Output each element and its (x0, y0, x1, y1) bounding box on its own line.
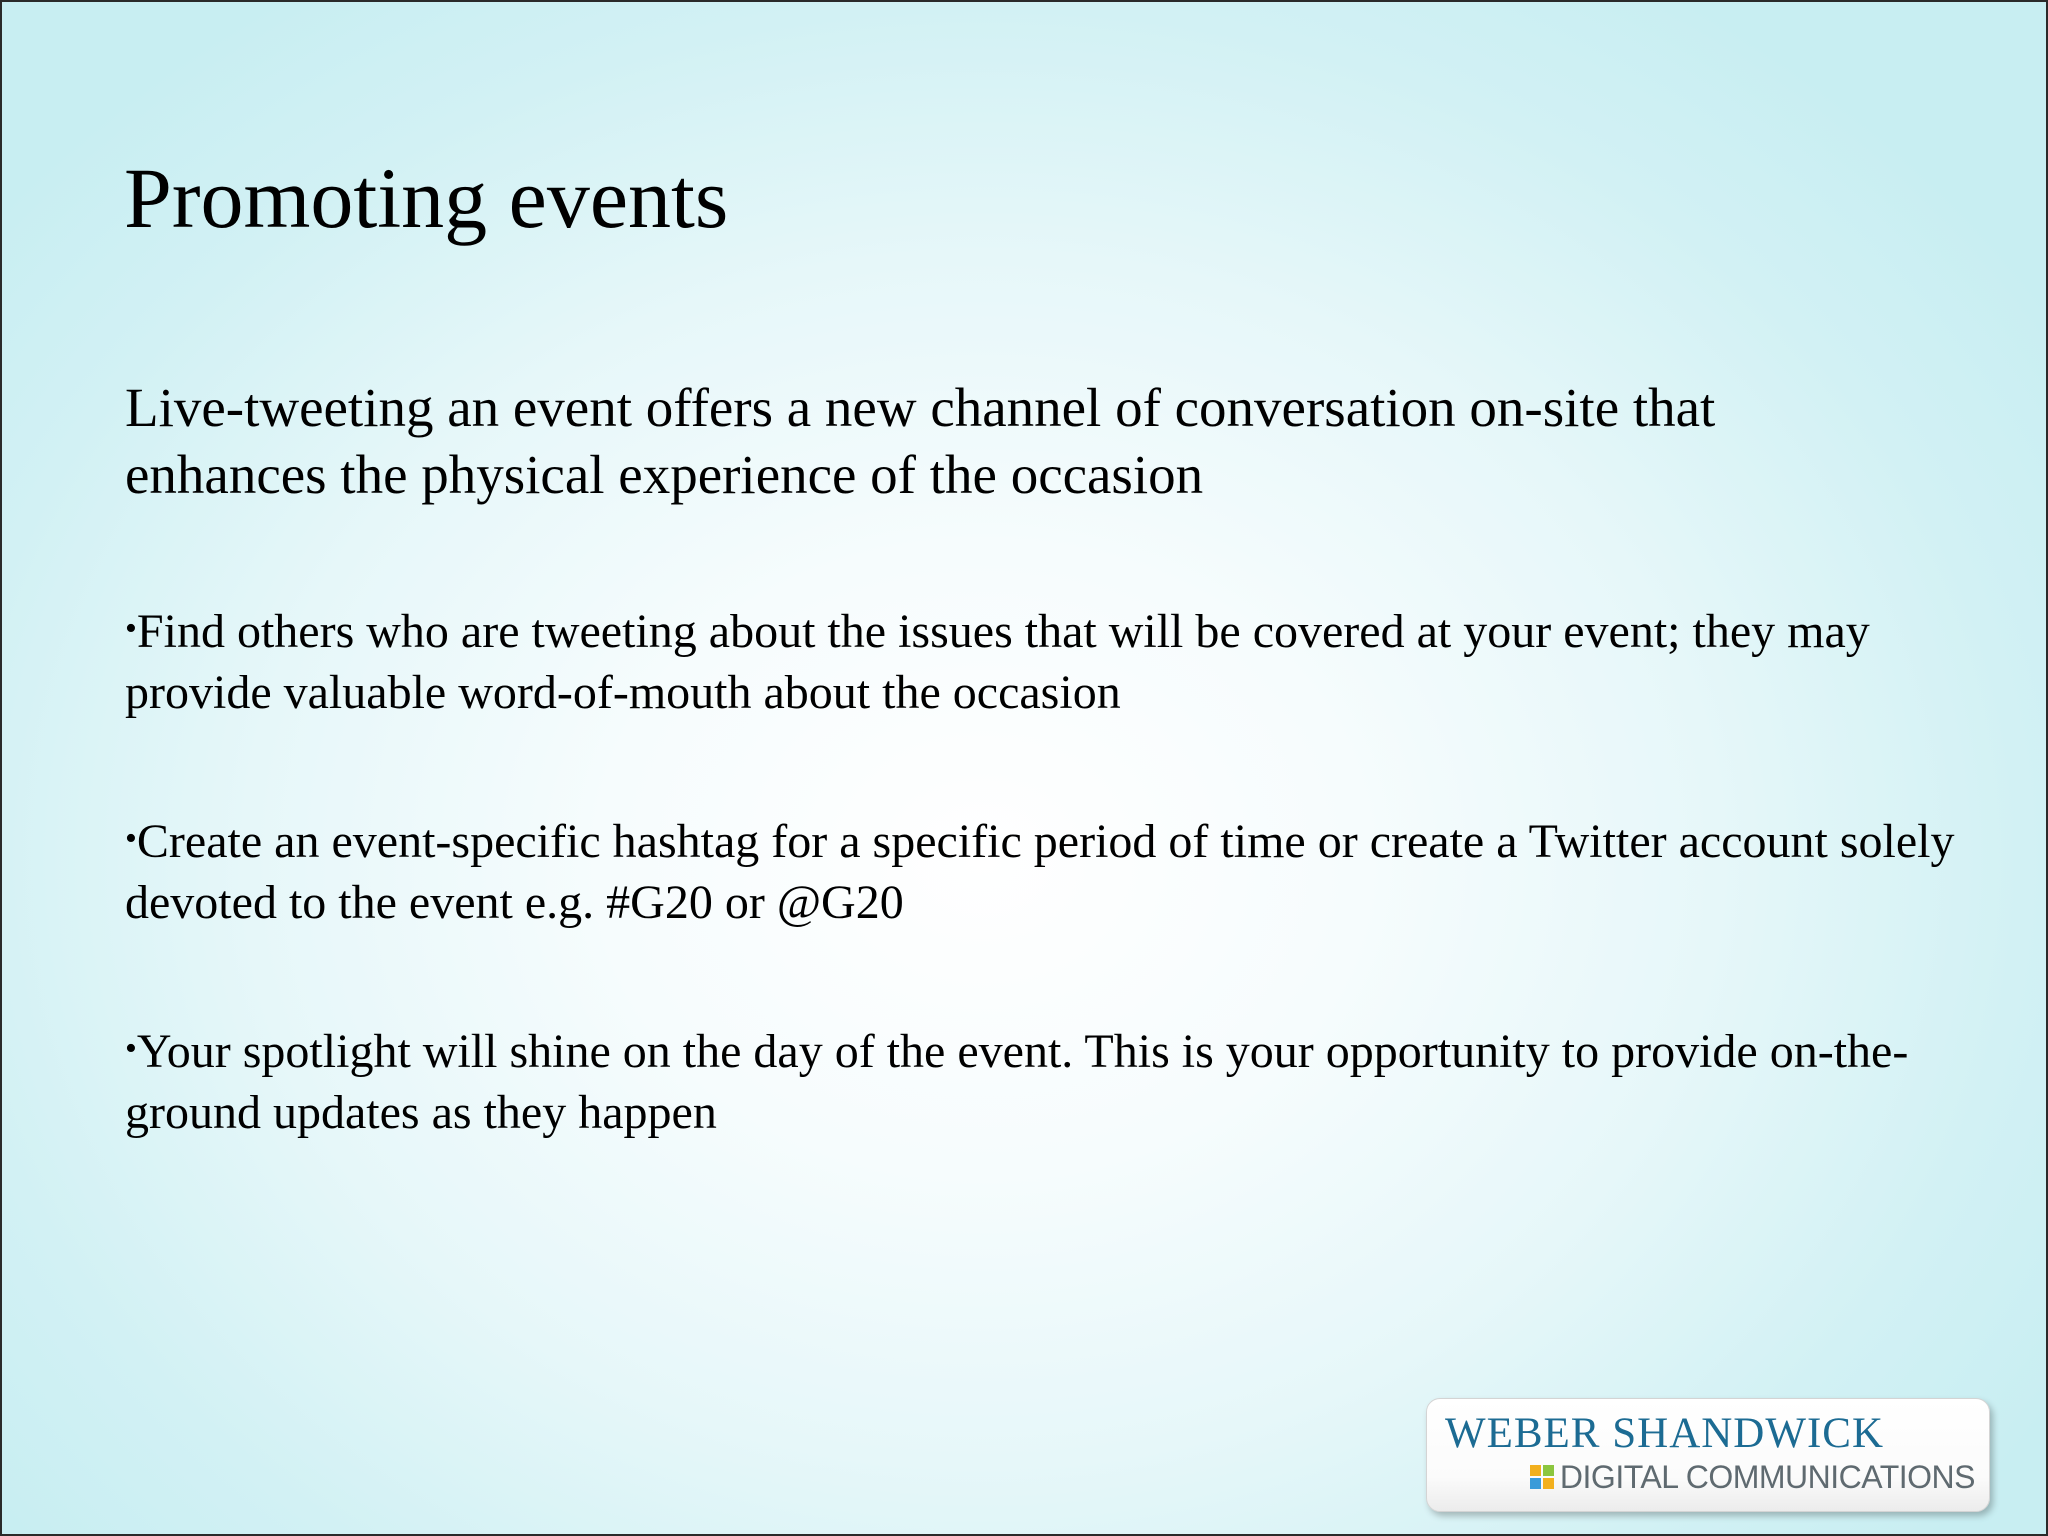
bullet-mark: • (125, 1030, 137, 1067)
bullet-text: Your spotlight will shine on the day of the event. This is your opportunity to provide on-the-ground updates as they happen (125, 1025, 1909, 1139)
bullet-item (125, 808, 1955, 933)
logo-wordmark: WEBER SHANDWICK (1445, 1410, 1884, 1457)
bullet-text: Create an event-specific hashtag for a specific period of time or create a Twitter account solely devoted to the event e.g. #G20 or @G20 (125, 815, 1955, 929)
bullet-item (125, 1018, 1955, 1143)
weber-shandwick-logo (1426, 1398, 1990, 1512)
bullet-item (125, 598, 1955, 723)
bullet-mark: • (125, 820, 137, 857)
bullet-mark: • (125, 610, 137, 647)
logo-square (1543, 1465, 1554, 1476)
intro-paragraph: Live-tweeting an event offers a new channel of conversation on-site that enhances the physical experience of the occasion (125, 377, 1716, 505)
logo-subline (1530, 1459, 1975, 1495)
logo-square (1543, 1478, 1554, 1489)
logo-square (1530, 1478, 1541, 1489)
logo-square (1530, 1465, 1541, 1476)
slide-title: Promoting events (124, 150, 729, 246)
bullet-text: Find others who are tweeting about the issues that will be covered at your event; they may provide valuable word-of-mouth about the occasion (125, 605, 1870, 719)
logo-subtitle: DIGITAL COMMUNICATIONS (1559, 1459, 1975, 1495)
logo-squares-icon (1530, 1465, 1554, 1489)
